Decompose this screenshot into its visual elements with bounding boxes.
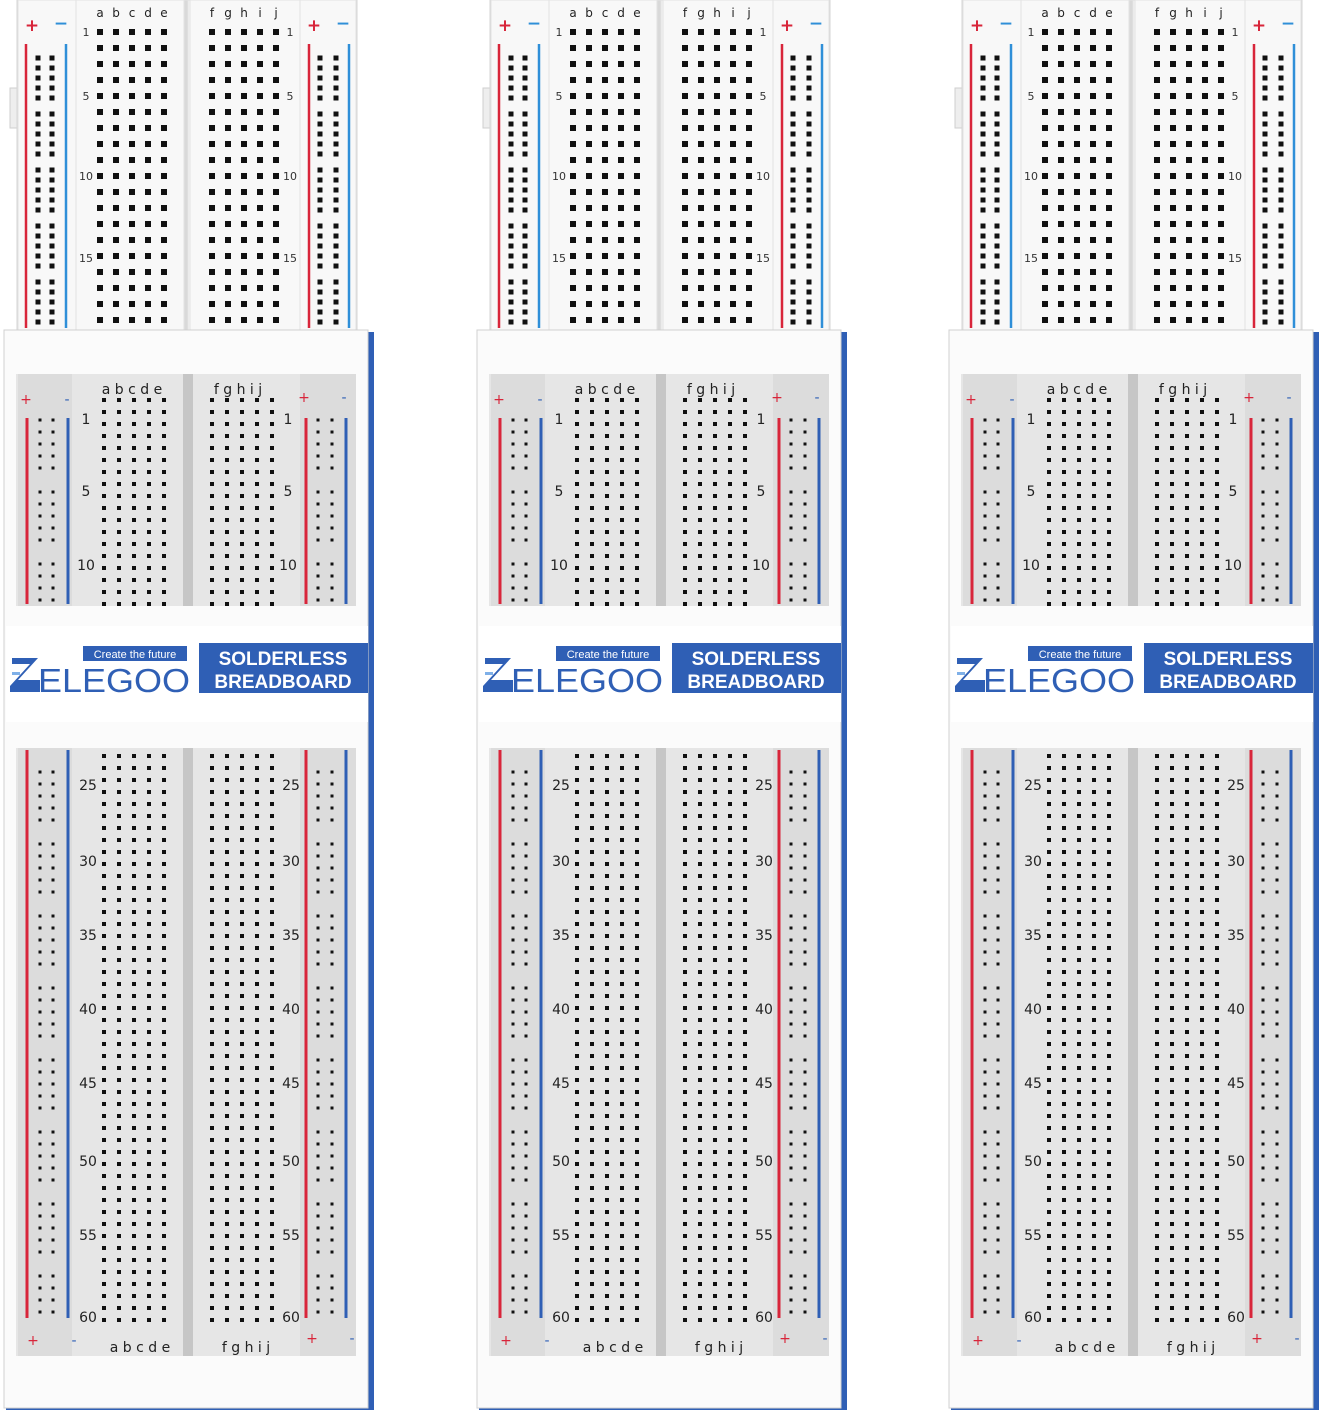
row-number: 1 (759, 26, 767, 39)
row-number: 60 (282, 1310, 300, 1326)
breadboard (10, 0, 357, 340)
row-number: 10 (283, 170, 297, 183)
row-number: 35 (552, 928, 570, 944)
row-number: 10 (752, 558, 770, 574)
row-number: 60 (1024, 1310, 1042, 1326)
minus-label: - (1016, 1333, 1022, 1349)
breadboard-kit-3 (945, 0, 1321, 1415)
row-number: 1 (82, 26, 90, 39)
row-number: 40 (1227, 1002, 1245, 1018)
column-letter: f (1154, 6, 1160, 20)
column-letters: f g h i j (221, 1340, 271, 1356)
tagline: Create the future (566, 649, 650, 661)
row-number: 30 (755, 854, 773, 870)
column-letter: a (1041, 6, 1049, 20)
plus-label: + (1251, 1331, 1263, 1347)
minus-label: − (998, 14, 1014, 34)
row-number: 10 (1022, 558, 1040, 574)
row-number: 50 (755, 1154, 773, 1170)
package-box (4, 330, 374, 1410)
row-number: 50 (282, 1154, 300, 1170)
minus-label: - (71, 1333, 77, 1349)
row-number: 10 (79, 170, 93, 183)
breadboard-kit-2 (473, 0, 849, 1415)
column-letter: i (731, 6, 735, 20)
title-line2: BREADBOARD (687, 672, 825, 693)
row-number: 35 (1227, 928, 1245, 944)
row-number: 1 (554, 412, 564, 428)
row-number: 15 (756, 252, 770, 265)
minus-label: - (537, 392, 543, 408)
row-number: 40 (282, 1002, 300, 1018)
row-number: 55 (552, 1228, 570, 1244)
tagline: Create the future (1038, 649, 1122, 661)
minus-label: − (335, 14, 351, 34)
row-number: 15 (1228, 252, 1242, 265)
row-number: 45 (1024, 1076, 1042, 1092)
column-letter: d (1089, 6, 1097, 20)
minus-label: - (814, 390, 820, 406)
row-number: 25 (1024, 778, 1042, 794)
plus-label: + (24, 16, 40, 36)
minus-label: - (64, 392, 70, 408)
row-number: 30 (1024, 854, 1042, 870)
column-letter: c (128, 6, 136, 20)
column-letters: a b c d e (582, 1340, 644, 1356)
plus-label: + (500, 1333, 512, 1349)
row-number: 5 (82, 90, 90, 103)
column-letters: a b c d e (1046, 382, 1108, 398)
column-letter: f (682, 6, 688, 20)
plus-label: + (493, 392, 505, 408)
column-letter: a (569, 6, 577, 20)
breadboard-kit-graphic (0, 0, 376, 1415)
printed-breadboard-upper (489, 374, 829, 606)
brand-name: ELEGOO (983, 662, 1135, 699)
branding-band (6, 626, 368, 722)
row-number: 30 (79, 854, 97, 870)
brand-name: ELEGOO (38, 662, 190, 699)
row-number: 5 (1231, 90, 1239, 103)
column-letter: e (1105, 6, 1113, 20)
row-number: 1 (555, 26, 563, 39)
column-letter: h (240, 6, 248, 20)
column-letter: c (1073, 6, 1081, 20)
row-number: 30 (282, 854, 300, 870)
row-number: 1 (283, 412, 293, 428)
column-letter: f (209, 6, 215, 20)
row-number: 45 (79, 1076, 97, 1092)
plus-label: + (965, 392, 977, 408)
row-number: 5 (1228, 484, 1238, 500)
row-number: 10 (1024, 170, 1038, 183)
row-number: 40 (552, 1002, 570, 1018)
title-line1: SOLDERLESS (691, 649, 821, 670)
column-letter: b (1057, 6, 1065, 20)
column-letter: g (1169, 6, 1177, 20)
row-number: 1 (1228, 412, 1238, 428)
package-box (949, 330, 1319, 1410)
column-letters: f g h i j (1158, 382, 1208, 398)
minus-label: - (349, 1331, 355, 1347)
title-line2: BREADBOARD (1159, 672, 1297, 693)
row-number: 10 (1228, 170, 1242, 183)
row-number: 10 (77, 558, 95, 574)
row-number: 5 (759, 90, 767, 103)
column-letters: a b c d e (574, 382, 636, 398)
row-number: 15 (79, 252, 93, 265)
column-letter: d (617, 6, 625, 20)
row-number: 10 (756, 170, 770, 183)
printed-breadboard-upper (16, 374, 356, 606)
column-letter: h (713, 6, 721, 20)
breadboard-kit-graphic (945, 0, 1321, 1415)
printed-breadboard-lower (16, 748, 356, 1356)
column-letters: a b c d e (109, 1340, 171, 1356)
row-number: 1 (286, 26, 294, 39)
row-number: 45 (282, 1076, 300, 1092)
row-number: 40 (1024, 1002, 1042, 1018)
column-letter: e (633, 6, 641, 20)
row-number: 50 (79, 1154, 97, 1170)
minus-label: − (53, 14, 69, 34)
column-letter: d (144, 6, 152, 20)
column-letter: i (258, 6, 262, 20)
row-number: 30 (1227, 854, 1245, 870)
row-number: 55 (1227, 1228, 1245, 1244)
minus-label: - (1286, 390, 1292, 406)
column-letters: f g h i j (694, 1340, 744, 1356)
column-letters: f g h i j (1166, 1340, 1216, 1356)
row-number: 5 (756, 484, 766, 500)
breadboard (955, 0, 1302, 340)
row-number: 10 (550, 558, 568, 574)
row-number: 10 (552, 170, 566, 183)
plus-label: + (1251, 16, 1267, 36)
minus-label: - (544, 1333, 550, 1349)
plus-label: + (497, 16, 513, 36)
row-number: 55 (282, 1228, 300, 1244)
tagline: Create the future (93, 649, 177, 661)
row-number: 10 (279, 558, 297, 574)
title-line1: SOLDERLESS (218, 649, 348, 670)
row-number: 35 (79, 928, 97, 944)
minus-label: − (1280, 14, 1296, 34)
column-letters: a b c d e (1054, 1340, 1116, 1356)
plus-label: + (779, 16, 795, 36)
column-letter: b (585, 6, 593, 20)
title-line2: BREADBOARD (214, 672, 352, 693)
row-number: 15 (283, 252, 297, 265)
column-letters: a b c d e (101, 382, 163, 398)
row-number: 1 (1231, 26, 1239, 39)
row-number: 35 (755, 928, 773, 944)
row-number: 45 (552, 1076, 570, 1092)
column-letter: b (112, 6, 120, 20)
row-number: 15 (1024, 252, 1038, 265)
package-box (477, 330, 847, 1410)
row-number: 50 (552, 1154, 570, 1170)
column-letter: j (747, 6, 751, 20)
minus-label: - (341, 390, 347, 406)
branding-band (951, 626, 1313, 722)
row-number: 50 (1024, 1154, 1042, 1170)
row-number: 5 (1026, 484, 1036, 500)
row-number: 10 (1224, 558, 1242, 574)
row-number: 5 (1027, 90, 1035, 103)
row-number: 5 (81, 484, 91, 500)
column-letters: f g h i j (213, 382, 263, 398)
column-letters: f g h i j (686, 382, 736, 398)
plus-label: + (306, 1331, 318, 1347)
row-number: 25 (79, 778, 97, 794)
row-number: 25 (1227, 778, 1245, 794)
minus-label: - (1294, 1331, 1300, 1347)
row-number: 1 (756, 412, 766, 428)
plus-label: + (771, 390, 783, 406)
column-letter: g (697, 6, 705, 20)
plus-label: + (969, 16, 985, 36)
minus-label: − (808, 14, 824, 34)
row-number: 1 (1027, 26, 1035, 39)
column-letter: e (160, 6, 168, 20)
plus-label: + (306, 16, 322, 36)
row-number: 40 (755, 1002, 773, 1018)
minus-label: - (1009, 392, 1015, 408)
row-number: 30 (552, 854, 570, 870)
row-number: 60 (79, 1310, 97, 1326)
row-number: 60 (755, 1310, 773, 1326)
title-line1: SOLDERLESS (1163, 649, 1293, 670)
row-number: 1 (81, 412, 91, 428)
row-number: 45 (755, 1076, 773, 1092)
row-number: 35 (282, 928, 300, 944)
breadboard-kit-graphic (473, 0, 849, 1415)
column-letter: i (1203, 6, 1207, 20)
row-number: 60 (552, 1310, 570, 1326)
row-number: 5 (283, 484, 293, 500)
breadboard (483, 0, 830, 340)
minus-label: − (526, 14, 542, 34)
printed-breadboard-lower (489, 748, 829, 1356)
row-number: 45 (1227, 1076, 1245, 1092)
row-number: 40 (79, 1002, 97, 1018)
plus-label: + (972, 1333, 984, 1349)
printed-breadboard-lower (961, 748, 1301, 1356)
column-letter: g (224, 6, 232, 20)
plus-label: + (298, 390, 310, 406)
breadboard-kit-1 (0, 0, 376, 1415)
row-number: 55 (79, 1228, 97, 1244)
row-number: 1 (1026, 412, 1036, 428)
column-letter: a (96, 6, 104, 20)
row-number: 55 (1024, 1228, 1042, 1244)
row-number: 15 (552, 252, 566, 265)
column-letter: c (601, 6, 609, 20)
row-number: 35 (1024, 928, 1042, 944)
plus-label: + (779, 1331, 791, 1347)
column-letter: j (1219, 6, 1223, 20)
plus-label: + (27, 1333, 39, 1349)
row-number: 60 (1227, 1310, 1245, 1326)
brand-name: ELEGOO (511, 662, 663, 699)
minus-label: - (822, 1331, 828, 1347)
plus-label: + (20, 392, 32, 408)
plus-label: + (1243, 390, 1255, 406)
row-number: 5 (554, 484, 564, 500)
row-number: 5 (286, 90, 294, 103)
column-letter: j (274, 6, 278, 20)
row-number: 55 (755, 1228, 773, 1244)
column-letter: h (1185, 6, 1193, 20)
row-number: 25 (282, 778, 300, 794)
branding-band (479, 626, 841, 722)
row-number: 5 (555, 90, 563, 103)
row-number: 50 (1227, 1154, 1245, 1170)
printed-breadboard-upper (961, 374, 1301, 606)
row-number: 25 (552, 778, 570, 794)
row-number: 25 (755, 778, 773, 794)
